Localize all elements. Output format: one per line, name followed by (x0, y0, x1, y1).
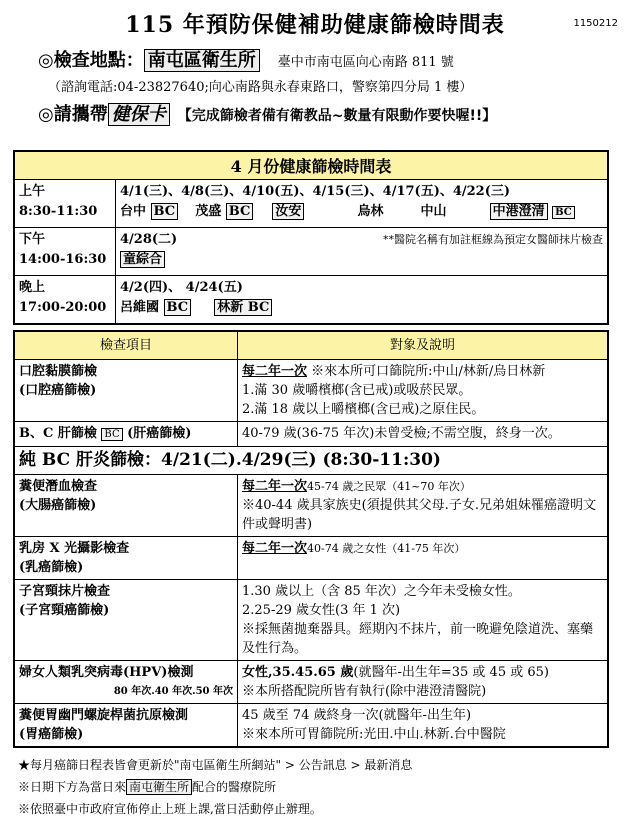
clinic-boxed (214, 299, 272, 316)
period-label: 下午 (19, 232, 46, 247)
afternoon-dates (116, 228, 609, 276)
clinic: 呂維國 (120, 300, 160, 315)
clinic-list (120, 202, 603, 223)
mammo-desc (238, 537, 609, 580)
schedule-table (13, 150, 609, 325)
item-name: 糞便胃幽門螺旋桿菌抗原檢測 (19, 708, 189, 723)
desc-line: 45-74 歲之民眾（41~70 年次） (307, 480, 471, 493)
item-sub: (大腸癌篩檢) (19, 498, 97, 513)
document-code: 1150212 (573, 18, 618, 29)
clinic: 烏林 (357, 204, 384, 219)
clinic: 林新 (217, 300, 244, 315)
liver-item (14, 422, 238, 447)
footer-suspension-note: ※依照臺中市政府宣佈停止上班上課,當日活動停止辦理。 (18, 802, 322, 816)
location-label: ◎檢查地點： (38, 50, 144, 71)
desc-line: ※採無菌拋棄器具。經期內不抹片，前一晚避免陰道洗、塞藥及性行為。 (242, 622, 594, 656)
desc-line: (就醫年-出生年=35 或 45 或 65) (353, 665, 549, 680)
footer-text: 配合的醫療院所 (192, 780, 277, 794)
fecal-item (14, 475, 238, 537)
desc-line: ※本所搭配院所皆有執行(除中港澄清醫院) (242, 684, 487, 699)
item-sub: (乳癌篩檢) (19, 560, 84, 575)
period-time: 17:00-20:00 (19, 300, 107, 315)
date-list: 4/2(四)、 4/24(五) (120, 280, 243, 295)
item-name: 子宮頸抹片檢查 (19, 584, 111, 599)
period-evening (14, 276, 116, 324)
item-name: 乳房 X 光攝影檢查 (19, 541, 130, 556)
item-name: 口腔黏膜篩檢 (19, 364, 98, 379)
footer-clinic-note (18, 778, 276, 795)
date-list: 4/1(三)、4/8(三)、4/10(五)、4/15(三)、4/17(五)、4/22(三) (120, 184, 511, 199)
bc-mark: BC (247, 300, 270, 315)
bc-mark: BC (226, 203, 254, 220)
bc-mark: BC (552, 206, 575, 219)
oral-desc (238, 360, 609, 422)
clinic-list (120, 298, 603, 318)
date-list: 4/28(二) (120, 232, 178, 247)
item-sub: (胃癌篩檢) (19, 727, 84, 742)
desc-line: 1.滿 30 歲嚼檳榔(含已戒)或吸菸民眾。 (242, 383, 472, 398)
header-desc: 對象及說明 (238, 331, 609, 360)
frequency: 每二年一次 (242, 479, 308, 494)
desc-line: 1.30 歲以上（含 85 年次）之今年未受檢女性。 (242, 584, 521, 599)
liver-desc: 40-79 歲(36-75 年次)未曾受檢;不需空腹，終身一次。 (238, 422, 609, 447)
month-title: 4 月份健康篩檢時間表 (14, 151, 608, 180)
bc-mark: BC (164, 299, 192, 316)
hpv-item (14, 661, 238, 704)
desc-line: 2.25-29 歲女性(3 年 1 次) (242, 603, 401, 618)
item-name: 婦女人類乳突病毒(HPV)檢測 (19, 665, 194, 680)
desc-line: ※來本所可胃篩院所:光田.中山.林新.台中醫院 (242, 727, 506, 742)
contact-line: （諮詢電話:04-23827640;向心南路與永春東路口，警察第四分局 1 樓） (48, 80, 473, 95)
location-line (38, 46, 454, 72)
gift-notice: 【完成篩檢者備有衛教品~數量有限動作要快喔!!】 (177, 108, 497, 124)
item-sub: (子宮頸癌篩檢) (19, 603, 110, 618)
screening-table (13, 330, 609, 748)
health-card-label: 健保卡 (108, 103, 170, 126)
bring-line (38, 100, 496, 126)
period-label: 上午 (19, 184, 46, 199)
page-title: 115 年預防保健補助健康篩檢時間表 (125, 12, 505, 38)
footer-boxed: 南屯衛生所 (126, 779, 192, 795)
hp-desc (238, 704, 609, 748)
period-time: 14:00-16:30 (19, 252, 107, 267)
desc-bold: 女性,35.45.65 歲 (242, 665, 354, 680)
item-name: B、C 肝篩檢 (19, 426, 97, 441)
clinic: 中山 (420, 204, 447, 219)
period-morning (14, 180, 116, 228)
period-time: 8:30-11:30 (19, 204, 98, 219)
item-name: 糞便潛血檢查 (19, 479, 98, 494)
item-sub: (口腔癌篩檢) (19, 383, 97, 398)
bc-mark: BC (101, 428, 122, 441)
evening-dates (116, 276, 609, 324)
desc-line: ※40-44 歲具家族史(須提供其父母.子女.兄弟姐妹罹癌證明文件或聲明書) (242, 498, 596, 532)
bring-label: ◎請攜帶 (38, 104, 108, 125)
period-label: 晚上 (19, 280, 46, 295)
location-name: 南屯區衛生所 (144, 49, 260, 72)
mammo-item (14, 537, 238, 580)
item-sub: (肝癌篩檢) (127, 426, 192, 441)
hpv-desc (238, 661, 609, 704)
clinic-boxed: 童綜合 (120, 251, 165, 268)
bc-banner: 純 BC 肝炎篩檢：4/21(二).4/29(三) (8:30-11:30) (14, 447, 608, 475)
morning-dates (116, 180, 609, 228)
clinic: 台中 (120, 204, 147, 219)
frequency: 每二年一次 (242, 541, 308, 556)
fecal-desc (238, 475, 609, 537)
clinic-boxed: 中港澄清 (490, 203, 548, 220)
female-doctor-note: **醫院名稱有加註框線為預定女醫師抹片檢查 (383, 233, 603, 246)
footer-text: ※日期下方為當日來 (18, 780, 127, 794)
oral-item (14, 360, 238, 422)
pap-item (14, 580, 238, 661)
clinic-boxed: 汝安 (272, 203, 304, 220)
desc-line: ※來本所可口篩院所:中山/林新/烏日林新 (311, 364, 546, 379)
desc-line: 40-74 歲之女性（41-75 年次） (307, 542, 466, 555)
desc-line: 45 歲至 74 歲終身一次(就醫年-出生年) (242, 708, 472, 723)
item-sub: 80 年次.40 年次.50 年次 (113, 686, 233, 697)
period-afternoon (14, 228, 116, 276)
desc-line: 2.滿 18 歲以上嚼檳榔(含已戒)之原住民。 (242, 402, 485, 417)
footer-website-note: ★每月癌篩日程表皆會更新於"南屯區衛生所網站" > 公告訊息 > 最新消息 (18, 758, 413, 772)
frequency: 每二年一次 (242, 364, 308, 379)
header-item: 檢查項目 (14, 331, 238, 360)
location-address: 臺中市南屯區向心南路 811 號 (277, 55, 454, 70)
pap-desc (238, 580, 609, 661)
bc-mark: BC (151, 203, 179, 220)
hp-item (14, 704, 238, 748)
clinic: 茂盛 (195, 204, 222, 219)
